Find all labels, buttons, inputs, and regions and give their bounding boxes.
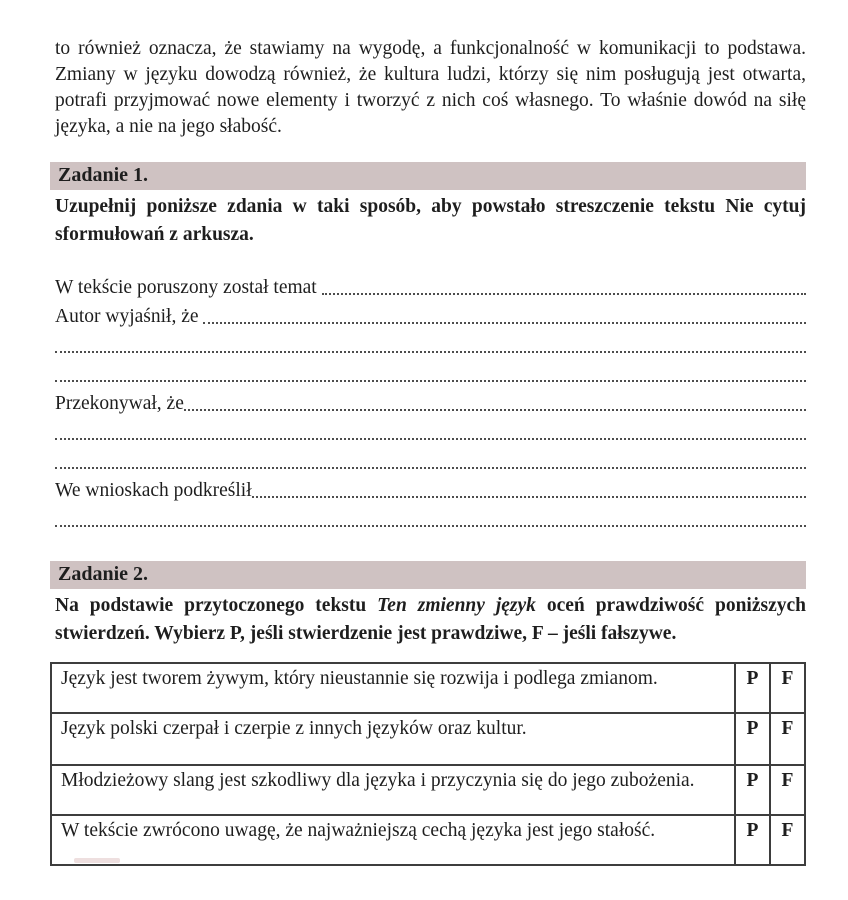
answer-true-cell[interactable]: P	[735, 713, 770, 765]
task1-answer-lines	[50, 271, 806, 532]
fill-in-label: Autor wyjaśnił, że	[55, 306, 204, 327]
table-row	[51, 815, 805, 865]
task2-instruction-source-title: Ten zmienny język	[377, 595, 536, 616]
fill-in-line[interactable]	[55, 474, 806, 503]
answer-true-cell[interactable]: P	[735, 815, 770, 865]
scan-artifact	[74, 858, 120, 863]
answer-true-cell[interactable]: P	[735, 663, 770, 713]
task1-header-label: Zadanie 1.	[58, 164, 149, 186]
dotted-blank	[184, 409, 806, 411]
statement-cell: Język polski czerpał i czerpie z innych języków oraz kultur.	[51, 713, 735, 765]
dotted-blank	[55, 525, 806, 527]
statement-cell: W tekście zwrócono uwagę, że najważniejszą cechą języka jest jego stałość.	[51, 815, 735, 865]
task2-instruction	[50, 592, 806, 647]
dotted-blank	[55, 380, 806, 382]
task1-instruction: Uzupełnij poniższe zdania w taki sposób, aby powstało streszczenie tekstu Nie cytuj sformułowań z arkusza.	[55, 196, 806, 245]
fill-in-line[interactable]	[55, 358, 806, 387]
task2-header-bar	[50, 561, 806, 589]
fill-in-line[interactable]	[55, 387, 806, 416]
fill-in-line[interactable]	[55, 300, 806, 329]
task2-instruction-suffix: oceń prawdziwość poniższych stwierdzeń. Wybierz P, jeśli stwierdzenie jest prawdziwe, F – jeśli fałszywe.	[55, 595, 806, 644]
answer-true-cell[interactable]: P	[735, 765, 770, 815]
statement-cell: Młodzieżowy slang jest szkodliwy dla języka i przyczynia się do jego zubożenia.	[51, 765, 735, 815]
dotted-blank	[55, 351, 806, 353]
table-row	[51, 765, 805, 815]
answer-false-cell[interactable]: F	[770, 663, 805, 713]
dotted-blank	[203, 322, 806, 324]
dotted-blank	[55, 467, 806, 469]
dotted-blank	[252, 496, 806, 498]
fill-in-line[interactable]	[55, 503, 806, 532]
task1-header-bar	[50, 162, 806, 190]
fill-in-label: We wnioskach podkreślił	[55, 480, 252, 501]
fill-in-line[interactable]	[55, 271, 806, 300]
intro-paragraph: to również oznacza, że stawiamy na wygodę, a funkcjonalność w komunikacji to podstawa. Zmiany w języku dowodzą również, że kultura ludzi, którzy się nim posługują jest otwarta, potrafi przyjmować nowe elementy i tworzyć z nich coś własnego. To właśnie dowód na siłę języka, a nie na jego słabość.	[55, 38, 806, 137]
task2-header-label: Zadanie 2.	[58, 563, 149, 585]
task2-instruction-prefix: Na podstawie przytoczonego tekstu	[55, 595, 378, 616]
dotted-blank	[55, 438, 806, 440]
fill-in-label: Przekonywał, że	[55, 393, 184, 414]
table-row	[51, 663, 805, 713]
fill-in-line[interactable]	[55, 416, 806, 445]
dotted-blank	[322, 293, 806, 295]
fill-in-line[interactable]	[55, 445, 806, 474]
fill-in-label: W tekście poruszony został temat	[55, 277, 322, 298]
answer-false-cell[interactable]: F	[770, 765, 805, 815]
statement-cell: Język jest tworem żywym, który nieustannie się rozwija i podlega zmianom.	[51, 663, 735, 713]
answer-false-cell[interactable]: F	[770, 815, 805, 865]
fill-in-line[interactable]	[55, 329, 806, 358]
table-row	[51, 713, 805, 765]
answer-false-cell[interactable]: F	[770, 713, 805, 765]
true-false-table	[50, 662, 806, 866]
